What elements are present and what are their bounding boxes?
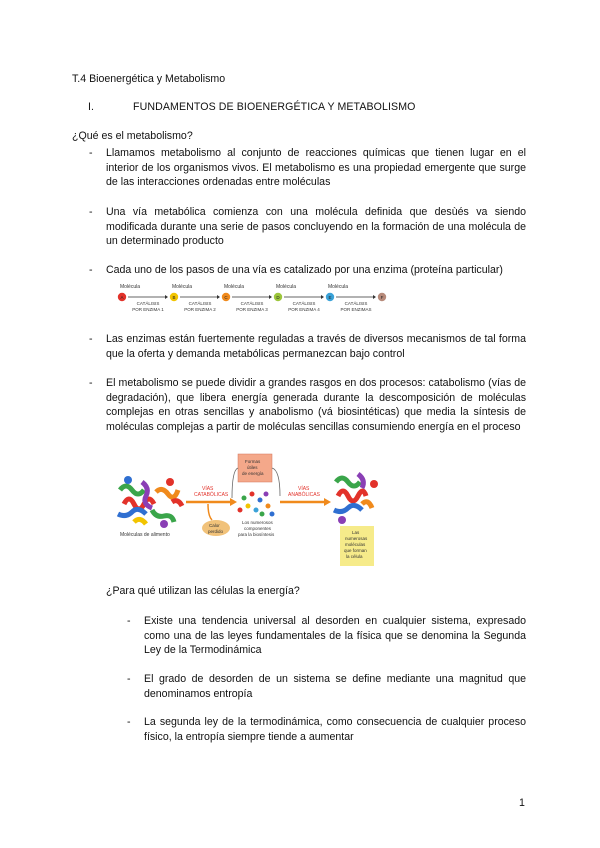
pathway-arrowhead: [217, 295, 220, 299]
sub-bullet-item: [127, 614, 526, 658]
energy-in-arrow: [232, 468, 238, 498]
pathway-arrowhead: [373, 295, 376, 299]
energy-out-arrow: [272, 468, 280, 496]
bullet-item: [89, 263, 526, 278]
sub-question-heading: ¿Para qué utilizan las células la energía?: [106, 585, 300, 597]
pathway-arrowhead: [269, 295, 272, 299]
sub-bullet-dash: -: [127, 673, 131, 685]
pathway-catalysis-label: CATÁLISIS: [344, 301, 368, 306]
cell-label-2: numerosas: [345, 536, 368, 541]
sub-bullet-dash: -: [127, 615, 131, 627]
bullet-item: [89, 205, 526, 249]
bullet-dash: -: [89, 333, 93, 345]
pathway-molecule-label: Molécula: [120, 284, 141, 290]
pathway-enzyme-label: POR ENZIMA 2: [184, 307, 216, 312]
bullet-text: Una vía metabólica comienza con una molécula definida que desùés va siendo modificada durante una serie de pasos concluyendo en la formación de una molécula de un determinado producto: [106, 206, 526, 248]
heat-label-1: Calor: [209, 523, 220, 528]
components-label-3: para la biosíntesis: [238, 532, 275, 537]
anabolic-label-2: ANABÓLICAS: [288, 492, 320, 498]
bullet-text: Llamamos metabolismo al conjunto de reacciones químicas que tienen lugar en el interior de los organismos vivos. El metabolismo es una propiedad emergente que surge de las interacciones ordenadas entre moléculas: [106, 147, 526, 189]
sub-bullet-item: [127, 715, 526, 744]
pathway-arrowhead: [321, 295, 324, 299]
pathway-molecule-label: Molécula: [276, 284, 297, 290]
cell-label-1: Las: [352, 530, 360, 535]
food-label: Moléculas de alimento: [120, 532, 170, 538]
pathway-catalysis-label: CATÁLISIS: [240, 301, 264, 306]
bullet-dash: -: [89, 147, 93, 159]
pathway-node-label: A: [120, 294, 124, 300]
components-label-2: componentes: [244, 526, 272, 531]
section-number: I.: [88, 101, 95, 113]
pathway-catalysis-label: CATÁLISIS: [292, 301, 316, 306]
pathway-svg: [112, 282, 412, 314]
bullet-item: [89, 146, 526, 190]
document-title: T.4 Bioenergética y Metabolismo: [72, 73, 226, 85]
pathway-molecule-label: Molécula: [328, 284, 349, 290]
question-heading: ¿Qué es el metabolismo?: [72, 130, 193, 142]
bullet-text: Las enzimas están fuertemente reguladas a través de diversos mecanismos de tal forma que la oferta y demanda metabólicas permanezcan bajo control: [106, 333, 526, 360]
pathway-molecule-label: Molécula: [172, 284, 193, 290]
sub-bullet-text: La segunda ley de la termodinámica, como consecuencia de cualquier proceso físico, la entropía siempre tiende a aumentar: [144, 716, 526, 743]
heat-arrow: [208, 504, 212, 520]
cell-label-4: que forman: [344, 548, 367, 553]
energy-label-2: útiles: [247, 465, 258, 470]
cell-label-3: moléculas: [345, 542, 366, 547]
sub-bullet-text: El grado de desorden de un sistema se define mediante una magnitud que denominamos entropía: [144, 673, 526, 700]
components-label-1: Los numerosos: [242, 520, 273, 525]
bullet-text: Cada uno de los pasos de una vía es catalizado por una enzima (proteína particular): [106, 264, 503, 276]
food-molecules-image: [118, 476, 182, 528]
catabolic-label-2: CATABÓLICAS: [194, 492, 229, 498]
heat-label-2: perdido: [208, 529, 224, 534]
sub-bullet-item: [127, 672, 526, 701]
page-number: 1: [519, 797, 525, 809]
energy-label-1: Formas: [245, 459, 261, 464]
bullet-dash: -: [89, 206, 93, 218]
sub-bullet-text: Existe una tendencia universal al desorden en cualquier sistema, expresado como una de las leyes fundamentales de la física que se denomina la Segunda Ley de la Termodinámica: [144, 615, 526, 657]
components-image: [238, 492, 275, 517]
pathway-node-label: B: [172, 294, 176, 300]
pathway-node-label: D: [276, 294, 280, 300]
metabolism-figure: [112, 452, 382, 570]
energy-label-3: de energía: [242, 471, 264, 476]
cell-molecules-image: [334, 474, 378, 524]
section-title: FUNDAMENTOS DE BIOENERGÉTICA Y METABOLISMO: [133, 101, 416, 113]
pathway-arrowhead: [165, 295, 168, 299]
pathway-catalysis-label: CATÁLISIS: [136, 301, 160, 306]
bullet-dash: -: [89, 264, 93, 276]
anabolic-label-1: VÍAS: [298, 486, 310, 492]
pathway-enzyme-label: POR ENZIMA 4: [288, 307, 320, 312]
anabolic-arrowhead: [324, 498, 331, 506]
catabolic-arrowhead: [230, 498, 237, 506]
pathway-node-label: E: [328, 294, 332, 300]
section-heading: [88, 101, 415, 113]
pathway-enzyme-label: POR ENZIMA 3: [236, 307, 268, 312]
bullet-dash: -: [89, 377, 93, 389]
pathway-figure: [112, 282, 412, 314]
pathway-node-label: C: [224, 294, 228, 300]
pathway-molecule-label: Molécula: [224, 284, 245, 290]
pathway-node-label: F: [380, 294, 384, 300]
bullet-item: [89, 376, 526, 434]
pathway-enzyme-label: POR ENZIMA 1: [132, 307, 164, 312]
bullet-item: [89, 332, 526, 361]
sub-bullet-dash: -: [127, 716, 131, 728]
cell-label-5: la célula: [346, 554, 363, 559]
metabolism-svg: [112, 452, 382, 570]
bullet-text: El metabolismo se puede dividir a grandes rasgos en dos procesos: catabolismo (vías de degradación), que libera energía generada durante la descomposición de moléculas complejas en otras sencillas y anabolismo (vá biosintéticas) que media la síntesis de moléculas complejas a partir de moléculas sencillas consumiendo energía en el proceso: [106, 377, 526, 433]
catabolic-label-1: VÍAS: [202, 486, 214, 492]
pathway-enzyme-label: POR ENZIMAS: [340, 307, 372, 312]
pathway-catalysis-label: CATÁLISIS: [188, 301, 212, 306]
